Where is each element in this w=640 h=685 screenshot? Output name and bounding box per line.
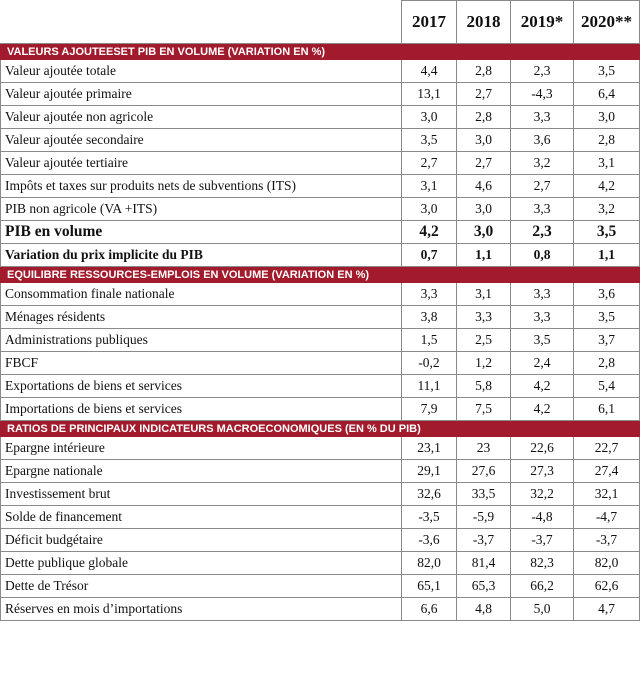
value-cell-2019: 82,3 [511, 552, 574, 575]
table-row [1, 575, 640, 598]
value-cell-2019: 4,2 [511, 375, 574, 398]
value-cell-2017: 3,5 [402, 129, 457, 152]
value-cell-2018: 5,8 [457, 375, 511, 398]
section-header [1, 267, 640, 283]
value-cell-2018: 3,0 [457, 221, 511, 244]
value-cell-2020: 3,5 [574, 306, 640, 329]
value-cell-2019: 3,3 [511, 106, 574, 129]
value-cell-2018: 23 [457, 437, 511, 460]
value-cell-2020: 4,2 [574, 175, 640, 198]
value-cell-2019: -4,8 [511, 506, 574, 529]
year-header-row [1, 1, 640, 44]
row-label: Valeur ajoutée secondaire [1, 129, 402, 152]
value-cell-2020: 3,5 [574, 60, 640, 83]
year-header-2019: 2019* [511, 1, 574, 44]
value-cell-2017: 3,0 [402, 106, 457, 129]
value-cell-2020: 4,7 [574, 598, 640, 621]
value-cell-2017: 11,1 [402, 375, 457, 398]
value-cell-2018: -5,9 [457, 506, 511, 529]
value-cell-2019: 3,3 [511, 198, 574, 221]
value-cell-2017: 13,1 [402, 83, 457, 106]
value-cell-2017: 6,6 [402, 598, 457, 621]
value-cell-2017: 65,1 [402, 575, 457, 598]
value-cell-2018: 7,5 [457, 398, 511, 421]
row-label: Administrations publiques [1, 329, 402, 352]
value-cell-2019: 0,8 [511, 244, 574, 267]
value-cell-2020: -3,7 [574, 529, 640, 552]
value-cell-2020: 6,4 [574, 83, 640, 106]
value-cell-2017: 3,1 [402, 175, 457, 198]
value-cell-2019: -4,3 [511, 83, 574, 106]
section-header [1, 421, 640, 437]
value-cell-2020: 6,1 [574, 398, 640, 421]
value-cell-2017: 2,7 [402, 152, 457, 175]
table-row [1, 329, 640, 352]
value-cell-2018: 33,5 [457, 483, 511, 506]
table-body [1, 1, 640, 621]
value-cell-2018: -3,7 [457, 529, 511, 552]
value-cell-2018: 1,1 [457, 244, 511, 267]
row-label: Variation du prix implicite du PIB [1, 244, 402, 267]
value-cell-2017: 4,2 [402, 221, 457, 244]
value-cell-2019: 66,2 [511, 575, 574, 598]
row-label: Investissement brut [1, 483, 402, 506]
row-label: Valeur ajoutée totale [1, 60, 402, 83]
table-row [1, 352, 640, 375]
value-cell-2018: 81,4 [457, 552, 511, 575]
table-row [1, 175, 640, 198]
year-header-2018: 2018 [457, 1, 511, 44]
table-row [1, 483, 640, 506]
table-row [1, 106, 640, 129]
value-cell-2018: 65,3 [457, 575, 511, 598]
value-cell-2020: 3,1 [574, 152, 640, 175]
value-cell-2020: 3,5 [574, 221, 640, 244]
row-label: Déficit budgétaire [1, 529, 402, 552]
value-cell-2019: 27,3 [511, 460, 574, 483]
value-cell-2018: 4,6 [457, 175, 511, 198]
value-cell-2019: -3,7 [511, 529, 574, 552]
table-row [1, 60, 640, 83]
row-label: Dette publique globale [1, 552, 402, 575]
table-row [1, 398, 640, 421]
value-cell-2019: 2,7 [511, 175, 574, 198]
row-label: Réserves en mois d’importations [1, 598, 402, 621]
row-label: PIB en volume [1, 221, 402, 244]
value-cell-2017: -3,5 [402, 506, 457, 529]
row-label: Valeur ajoutée tertiaire [1, 152, 402, 175]
table-row [1, 552, 640, 575]
value-cell-2019: 3,6 [511, 129, 574, 152]
value-cell-2019: 3,5 [511, 329, 574, 352]
row-label: Exportations de biens et services [1, 375, 402, 398]
value-cell-2020: 62,6 [574, 575, 640, 598]
row-label: Importations de biens et services [1, 398, 402, 421]
header-blank-cell [1, 1, 402, 44]
table-row [1, 460, 640, 483]
value-cell-2017: 3,0 [402, 198, 457, 221]
value-cell-2020: 27,4 [574, 460, 640, 483]
value-cell-2018: 2,7 [457, 152, 511, 175]
value-cell-2020: 5,4 [574, 375, 640, 398]
value-cell-2018: 3,3 [457, 306, 511, 329]
row-label: Ménages résidents [1, 306, 402, 329]
value-cell-2017: 3,8 [402, 306, 457, 329]
section-title: VALEURS AJOUTEESET PIB EN VOLUME (VARIATION EN %) [1, 44, 640, 60]
table-row [1, 529, 640, 552]
value-cell-2020: 3,0 [574, 106, 640, 129]
value-cell-2018: 1,2 [457, 352, 511, 375]
value-cell-2017: 23,1 [402, 437, 457, 460]
value-cell-2020: -4,7 [574, 506, 640, 529]
value-cell-2020: 3,7 [574, 329, 640, 352]
section-title: RATIOS DE PRINCIPAUX INDICATEURS MACROECONOMIQUES (EN % DU PIB) [1, 421, 640, 437]
value-cell-2020: 3,6 [574, 283, 640, 306]
value-cell-2018: 3,0 [457, 129, 511, 152]
value-cell-2019: 4,2 [511, 398, 574, 421]
value-cell-2017: 3,3 [402, 283, 457, 306]
year-header-2017: 2017 [402, 1, 457, 44]
value-cell-2018: 27,6 [457, 460, 511, 483]
value-cell-2019: 3,2 [511, 152, 574, 175]
value-cell-2020: 2,8 [574, 129, 640, 152]
value-cell-2020: 82,0 [574, 552, 640, 575]
value-cell-2017: 4,4 [402, 60, 457, 83]
row-label: Epargne intérieure [1, 437, 402, 460]
value-cell-2019: 2,3 [511, 221, 574, 244]
row-label: FBCF [1, 352, 402, 375]
section-title: EQUILIBRE RESSOURCES-EMPLOIS EN VOLUME (VARIATION EN %) [1, 267, 640, 283]
row-label: Valeur ajoutée primaire [1, 83, 402, 106]
value-cell-2019: 22,6 [511, 437, 574, 460]
value-cell-2020: 3,2 [574, 198, 640, 221]
value-cell-2019: 2,3 [511, 60, 574, 83]
table-row [1, 152, 640, 175]
table-row [1, 244, 640, 267]
value-cell-2019: 5,0 [511, 598, 574, 621]
table-row [1, 221, 640, 244]
year-header-2020: 2020** [574, 1, 640, 44]
value-cell-2018: 2,7 [457, 83, 511, 106]
value-cell-2018: 2,8 [457, 60, 511, 83]
value-cell-2017: 32,6 [402, 483, 457, 506]
value-cell-2018: 3,0 [457, 198, 511, 221]
row-label: Impôts et taxes sur produits nets de subventions (ITS) [1, 175, 402, 198]
value-cell-2017: 1,5 [402, 329, 457, 352]
row-label: Valeur ajoutée non agricole [1, 106, 402, 129]
value-cell-2018: 2,8 [457, 106, 511, 129]
value-cell-2020: 32,1 [574, 483, 640, 506]
value-cell-2017: 82,0 [402, 552, 457, 575]
value-cell-2019: 3,3 [511, 283, 574, 306]
value-cell-2017: 0,7 [402, 244, 457, 267]
value-cell-2017: 29,1 [402, 460, 457, 483]
table-row [1, 198, 640, 221]
table-row [1, 129, 640, 152]
table-row [1, 306, 640, 329]
row-label: Dette de Trésor [1, 575, 402, 598]
value-cell-2019: 2,4 [511, 352, 574, 375]
table-row [1, 598, 640, 621]
value-cell-2019: 3,3 [511, 306, 574, 329]
value-cell-2020: 2,8 [574, 352, 640, 375]
value-cell-2020: 1,1 [574, 244, 640, 267]
table-row [1, 83, 640, 106]
table-row [1, 375, 640, 398]
value-cell-2018: 3,1 [457, 283, 511, 306]
table-row [1, 506, 640, 529]
row-label: Solde de financement [1, 506, 402, 529]
value-cell-2018: 2,5 [457, 329, 511, 352]
table-row [1, 437, 640, 460]
value-cell-2019: 32,2 [511, 483, 574, 506]
value-cell-2017: -3,6 [402, 529, 457, 552]
section-header [1, 44, 640, 60]
row-label: Consommation finale nationale [1, 283, 402, 306]
row-label: Epargne nationale [1, 460, 402, 483]
value-cell-2018: 4,8 [457, 598, 511, 621]
value-cell-2017: 7,9 [402, 398, 457, 421]
row-label: PIB non agricole (VA +ITS) [1, 198, 402, 221]
table-row [1, 283, 640, 306]
value-cell-2017: -0,2 [402, 352, 457, 375]
value-cell-2020: 22,7 [574, 437, 640, 460]
